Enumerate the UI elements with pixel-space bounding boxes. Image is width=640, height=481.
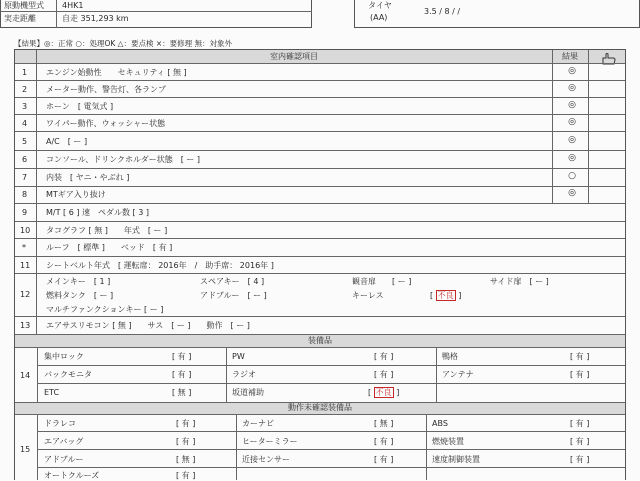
row-number: 15 (20, 445, 31, 454)
adblue: アドブルー [ ー ] (200, 291, 267, 300)
fuel-tank: 燃料タンク [ ー ] (46, 291, 114, 300)
row-number: 12 (20, 290, 31, 299)
airbag-label: エアバッグ (44, 437, 84, 446)
row-result: ◎ (568, 66, 576, 76)
heated-mirror-label: ヒーターミラー (242, 437, 298, 446)
heated-mirror-value: [ 有 ] (374, 437, 394, 446)
result-header: 結果 (562, 52, 578, 61)
hand-pointer-icon (598, 50, 618, 63)
row-result: ○ (568, 171, 576, 181)
section-title-equipment: 装備品 (308, 336, 332, 345)
row-number: 8 (22, 190, 28, 199)
row-text: A/C [ ー ] (46, 137, 88, 146)
combustion-device-value: [ 有 ] (570, 437, 590, 446)
central-lock-value: [ 有 ] (172, 352, 192, 361)
adblue-label: アドブルー (44, 455, 84, 464)
spare-key: スペアキー [ 4 ] (200, 277, 265, 286)
radio-label: ラジオ (232, 370, 256, 379)
divider (552, 50, 553, 203)
row-result: ◎ (568, 188, 576, 198)
row-result: ◎ (568, 153, 576, 163)
engine-value: 4HK1 (62, 1, 84, 10)
antenna-label: アンテナ (442, 370, 474, 379)
speed-limiter-value: [ 有 ] (570, 455, 590, 464)
airbag-value: [ 有 ] (176, 437, 196, 446)
row-number: 6 (22, 155, 28, 164)
row-number: 14 (20, 371, 31, 380)
antenna-value: [ 有 ] (570, 370, 590, 379)
row-number: 2 (22, 85, 28, 94)
etc-value: [ 無 ] (172, 388, 192, 397)
back-monitor-value: [ 有 ] (172, 370, 192, 379)
row-text: コンソール、ドリンクホルダー状態 [ ー ] (46, 155, 201, 164)
dashcam-value: [ 有 ] (176, 419, 196, 428)
row-number: 3 (22, 102, 28, 111)
row-text: タコグラフ [ 無 ] 年式 [ ー ] (46, 226, 168, 235)
mileage-label: 実走距離 (4, 14, 36, 23)
row-number: 10 (20, 226, 31, 235)
dashcam-label: ドラレコ (44, 419, 76, 428)
row-number: 4 (22, 119, 28, 128)
keyless-label: キーレス (352, 291, 384, 300)
row-text: ワイパー動作、ウォッシャー状態 (46, 119, 166, 128)
power-window-label: PW (232, 352, 245, 361)
etc-label: ETC (44, 388, 60, 397)
main-key: メインキー [ 1 ] (46, 277, 111, 286)
adblue-value: [ 無 ] (176, 455, 196, 464)
row-number: * (22, 243, 26, 252)
tire-box (354, 0, 640, 28)
row-text: 内装 [ ヤニ・やぶれ ] (46, 173, 130, 182)
result-legend: 【結果】◎：正常 ○：処理OK △：要点検 ×：要修理 無：対象外 (14, 39, 232, 48)
central-lock-label: 集中ロック (44, 352, 84, 361)
speed-limiter-label: 速度制御装置 (432, 455, 480, 464)
row-text: ルーフ [ 標準 ] ベッド [ 有 ] (46, 243, 173, 252)
auto-cruise-value: [ 有 ] (176, 471, 196, 480)
rear-doors: 観音扉 [ ー ] (352, 277, 412, 286)
proximity-sensor-label: 近接センサー (242, 455, 290, 464)
auto-cruise-label: オートクルーズ (44, 471, 100, 480)
car-navi-value: [ 無 ] (374, 419, 394, 428)
row-text: エアサスリモコン [ 無 ] サス [ ー ] 動作 [ ー ] (46, 321, 250, 330)
row-number: 1 (22, 68, 28, 77)
tire-sub: (AA) (370, 13, 388, 22)
keyless-status: [ 不良 ] (430, 291, 462, 300)
divider (0, 11, 312, 12)
equip-item-label: 鴨格 (442, 352, 458, 361)
row-result: ◎ (568, 83, 576, 93)
row-result: ◎ (568, 117, 576, 127)
divider (56, 0, 57, 28)
radio-value: [ 有 ] (374, 370, 394, 379)
engine-label: 原動機型式 (4, 1, 44, 10)
defect-badge: 不良 (375, 388, 392, 397)
row-number: 11 (20, 261, 31, 270)
row-text: メーター動作、警告灯、各ランプ (46, 85, 166, 94)
side-door: サイド扉 [ ー ] (490, 277, 549, 286)
section-title-unconfirmed: 動作未確認装備品 (288, 403, 352, 412)
mileage-value: 自走 351,293 km (62, 14, 129, 23)
row-text: M/T [ 6 ] 速 ペダル数 [ 3 ] (46, 208, 149, 217)
tire-label: タイヤ (368, 1, 392, 10)
row-number: 5 (22, 137, 28, 146)
divider (588, 50, 589, 203)
car-navi-label: カーナビ (242, 419, 274, 428)
row-text: エンジン始動性 セキュリティ [ 無 ] (46, 68, 187, 77)
tire-values: 3.5 / 8 / / (424, 7, 461, 16)
row-number: 9 (22, 208, 28, 217)
multi-function-key: マルチファンクションキー [ ー ] (46, 305, 164, 314)
row-result: ◎ (568, 100, 576, 110)
defect-badge: 不良 (437, 291, 454, 300)
hill-assist-label: 坂道補助 (232, 388, 264, 397)
row-result: ◎ (568, 135, 576, 145)
row-number: 13 (20, 321, 31, 330)
row-text: シートベルト年式 [ 運転席： 2016年 / 助手席： 2016年 ] (46, 261, 274, 270)
combustion-device-label: 燃焼装置 (432, 437, 464, 446)
abs-label: ABS (432, 419, 448, 428)
row-number: 7 (22, 173, 28, 182)
row-text: MTギア入り抜け (46, 190, 106, 199)
top-info-table (0, 0, 312, 28)
divider (36, 50, 37, 334)
row-text: ホーン [ 電気式 ] (46, 102, 114, 111)
back-monitor-label: バックモニタ (44, 370, 92, 379)
power-window-value: [ 有 ] (374, 352, 394, 361)
abs-value: [ 有 ] (570, 419, 590, 428)
equip-item-value: [ 有 ] (570, 352, 590, 361)
hill-assist-status: [ 不良 ] (368, 388, 400, 397)
proximity-sensor-value: [ 有 ] (374, 455, 394, 464)
section-title-interior: 室内確認項目 (270, 52, 318, 61)
